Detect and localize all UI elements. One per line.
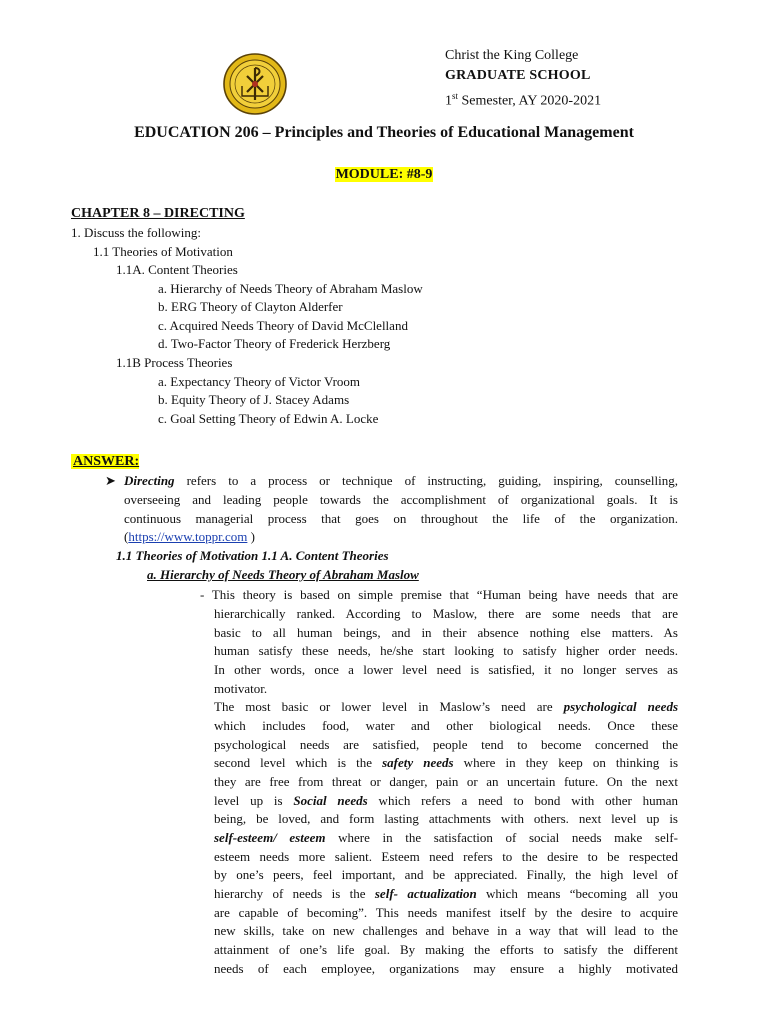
body-line [214,885,678,904]
body-line: In other words, once a lower level need is satisfied, it no longer serves as [214,662,678,677]
term-social-needs: Social needs [293,793,368,808]
term-safety-needs: safety needs [382,755,454,770]
arrow-bullet-icon: ➤ [105,473,116,488]
body-line: attainment of one’s life goal. By making the efforts to satisfy the different [214,942,678,957]
body-line: psychological needs are satisfied, people tend to become concerned the [214,737,678,752]
module-highlight: MODULE: #8-9 [335,167,433,182]
term-psychological-needs: psychological needs [563,699,679,714]
body-text: second level which is the [214,755,383,770]
body-line [214,829,678,848]
body-line: motivator. [214,681,268,696]
semester-line [445,86,601,112]
outline-item: c. Goal Setting Theory of Edwin A. Locke [158,411,379,426]
outline-item: 1.1B Process Theories [116,355,233,370]
outline-item: 1. Discuss the following: [71,225,201,240]
answer-highlight: ANSWER: [73,454,140,469]
course-title: EDUCATION 206 – Principles and Theories of Educational Management [134,124,634,141]
body-line [214,754,678,773]
college-name: Christ the King College [445,48,579,63]
body-line: human satisfy these needs, he/she start looking to satisfy higher order needs. [214,643,678,658]
outline-item: a. Hierarchy of Needs Theory of Abraham Maslow [158,281,423,296]
module-label [0,166,768,185]
paren-close: ) [247,529,255,544]
outline-item: 1.1A. Content Theories [116,262,238,277]
directing-line-3: continuous managerial process that goes on throughout the life of the organization. [124,511,678,526]
body-line [214,698,678,717]
subheading [147,566,419,585]
body-line: esteem needs more salient. Esteem need refers to the desire to be respected [214,849,678,864]
directing-line-2: overseeing and leading people towards the accomplishment of organizational goals. It is [124,492,678,507]
section-heading: 1.1 Theories of Motivation 1.1 A. Content Theories [116,548,389,563]
directing-line-1 [124,472,678,491]
body-line: by one’s peers, feel important, and be appreciated. Finally, the high level of [214,867,678,882]
body-text: where in they keep on thinking is [453,755,678,770]
body-text: The most basic or lower level in Maslow’s need are [214,699,564,714]
body-line: new skills, take on new challenges and behave in a way that will lead to the [214,923,678,938]
body-line: hierarchically ranked. According to Maslow, there are some needs that are [214,606,678,621]
source-link[interactable]: https://www.toppr.com [128,529,248,544]
body-line: being, be loved, and form lasting attachments with others. next level up is [214,811,678,826]
body-text: level up is [214,793,294,808]
body-line: are capable of becoming”. This needs manifest itself by the desire to acquire [214,905,678,920]
directing-line-4 [124,528,255,547]
body-line: needs of each employee, organizations may ensure a highly motivated [214,961,678,976]
outline-item: d. Two-Factor Theory of Frederick Herzberg [158,336,391,351]
body-line [214,792,678,811]
outline-item: c. Acquired Needs Theory of David McClelland [158,318,408,333]
body-line: - This theory is based on simple premise that “Human being have needs that are [200,587,678,602]
body-line: which includes food, water and other biological needs. Once these [214,718,678,733]
term-self-esteem: self-esteem/ esteem [214,830,326,845]
outline-item: b. Equity Theory of J. Stacey Adams [158,392,350,407]
semester-number: 1 [445,93,452,109]
outline-item: b. ERG Theory of Clayton Alderfer [158,299,343,314]
outline-item: a. Expectancy Theory of Victor Vroom [158,374,361,389]
subheading-text: a. Hierarchy of Needs Theory of Abraham Maslow [147,567,419,582]
outline-item: 1.1 Theories of Motivation [93,244,233,259]
term-self-actualization: self- actualization [374,886,477,901]
body-line: basic to all human beings, and in their absence nothing else matters. As [214,625,678,640]
school-header [445,46,601,112]
semester-sup: st [452,91,459,101]
body-text: which means “becoming all you [476,886,678,901]
chapter-heading: CHAPTER 8 – DIRECTING [71,206,245,221]
answer-label [71,453,139,472]
body-text: which refers a need to bond with other human [367,793,679,808]
semester-text: Semester, AY 2020-2021 [458,93,602,109]
paren-open: ( [124,529,129,544]
body-text: where in the satisfaction of social needs make self- [325,830,678,845]
body-line: they are free from threat or danger, pain or an uncertain future. On the next [214,774,678,789]
graduate-school-label: GRADUATE SCHOOL [445,68,591,83]
directing-term: Directing [124,473,175,488]
college-seal-logo [222,52,288,116]
body-text: hierarchy of needs is the [214,886,375,901]
directing-text: refers to a process or technique of instructing, guiding, inspiring, counselling, [174,473,678,488]
